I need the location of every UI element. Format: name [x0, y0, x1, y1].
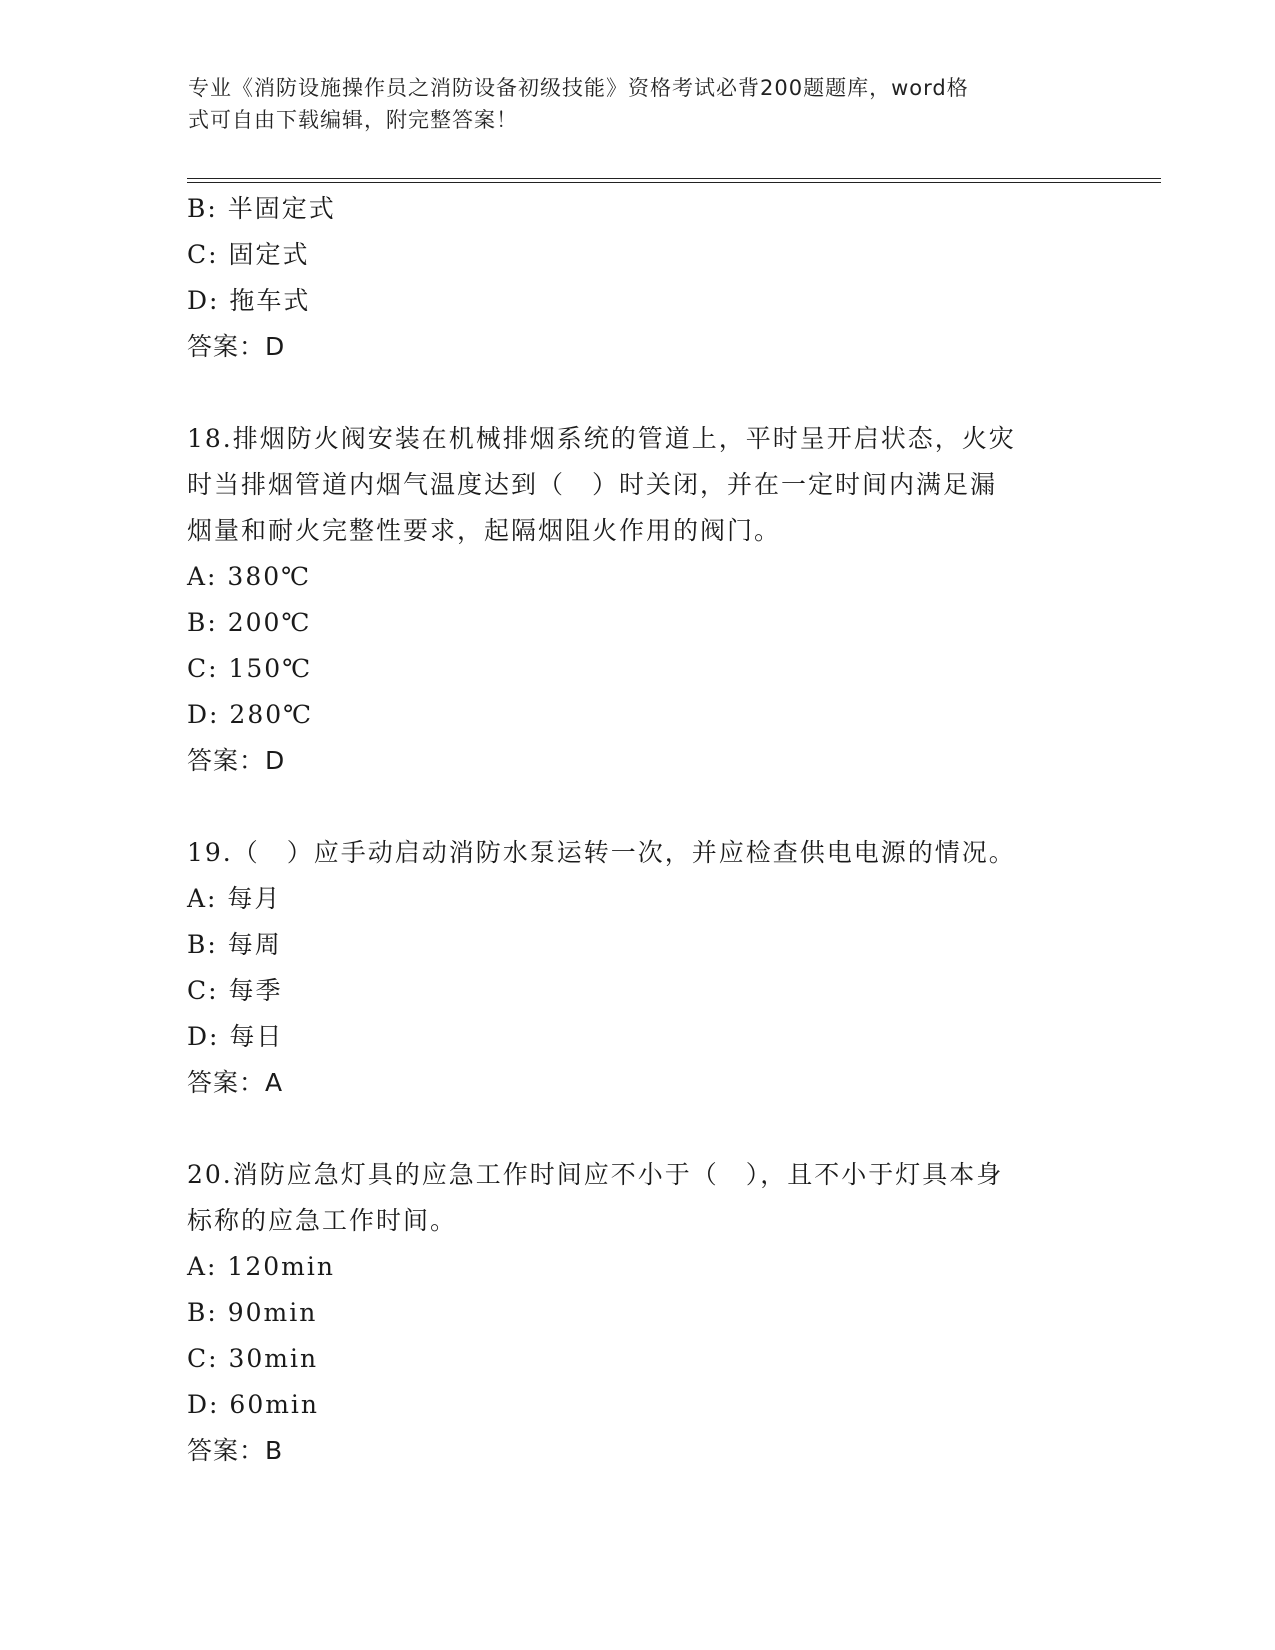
option-b: B: 200℃ [187, 608, 312, 637]
question-20 [187, 1152, 1107, 1474]
spacer [187, 784, 1107, 830]
option-c: C: 30min [187, 1344, 319, 1373]
answer-line: 答案：A [187, 1068, 284, 1097]
option-b: B: 半固定式 [187, 194, 336, 223]
question-text-line: 烟量和耐火完整性要求，起隔烟阻火作用的阀门。 [187, 516, 782, 545]
answer-line: 答案：D [187, 332, 286, 361]
question-text-line: 19.（ ）应手动启动消防水泵运转一次，并应检查供电电源的情况。 [187, 838, 1016, 867]
header-line-2: 式可自由下载编辑，附完整答案！ [188, 108, 518, 132]
header-divider [187, 178, 1161, 183]
question-18 [187, 416, 1107, 784]
option-c: C: 每季 [187, 976, 283, 1005]
option-d: D: 60min [187, 1390, 320, 1419]
spacer [187, 1106, 1107, 1152]
option-c: C: 固定式 [187, 240, 310, 269]
option-b: B: 90min [187, 1298, 318, 1327]
question-19 [187, 830, 1107, 1106]
option-d: D: 拖车式 [187, 286, 311, 315]
question-17-continued [187, 186, 1107, 370]
answer-line: 答案：D [187, 746, 286, 775]
option-d: D: 280℃ [187, 700, 314, 729]
option-a: A: 120min [187, 1252, 335, 1281]
document-header [188, 72, 1068, 136]
answer-line: 答案：B [187, 1436, 284, 1465]
option-d: D: 每日 [187, 1022, 284, 1051]
question-text-line: 时当排烟管道内烟气温度达到（ ）时关闭，并在一定时间内满足漏 [187, 470, 998, 499]
option-a: A: 380℃ [187, 562, 312, 591]
option-b: B: 每周 [187, 930, 282, 959]
spacer [187, 370, 1107, 416]
question-text-line: 18.排烟防火阀安装在机械排烟系统的管道上，平时呈开启状态，火灾 [187, 424, 1016, 453]
question-text-line: 标称的应急工作时间。 [187, 1206, 458, 1235]
question-content [187, 186, 1107, 1474]
question-text-line: 20.消防应急灯具的应急工作时间应不小于（ ），且不小于灯具本身 [187, 1160, 1004, 1189]
header-line-1: 专业《消防设施操作员之消防设备初级技能》资格考试必背200题题库，word格 [188, 76, 969, 100]
option-c: C: 150℃ [187, 654, 313, 683]
option-a: A: 每月 [187, 884, 282, 913]
